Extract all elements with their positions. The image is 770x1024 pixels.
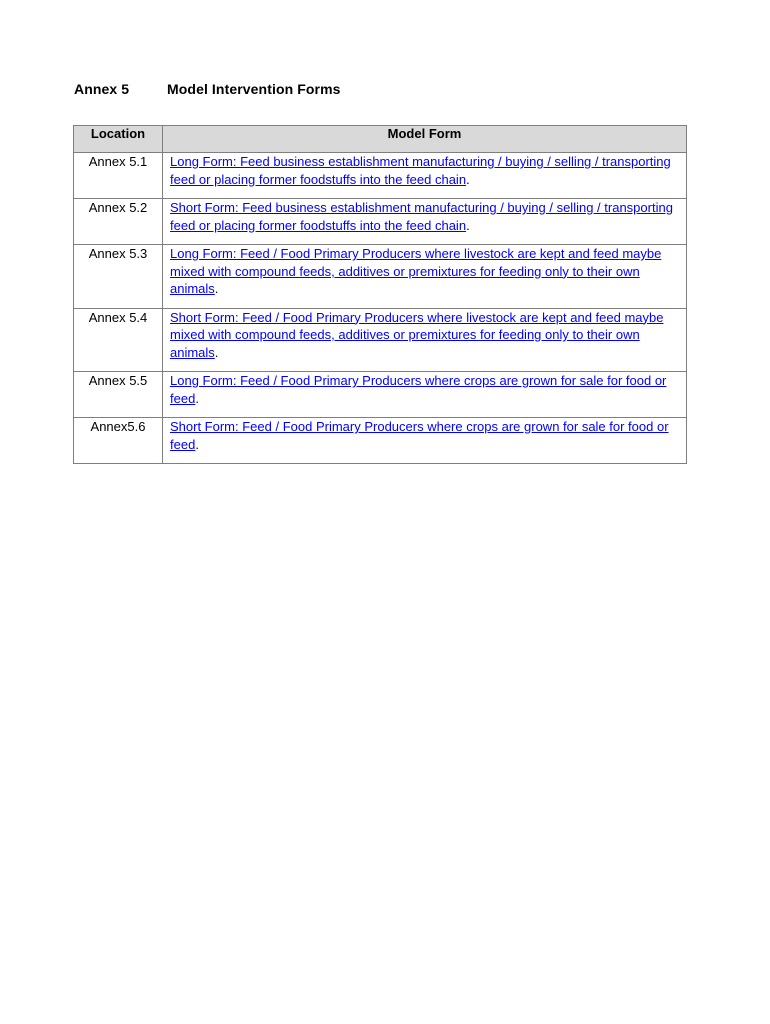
location-cell: Annex 5.5 <box>74 372 163 418</box>
link-suffix: . <box>195 390 199 406</box>
link-suffix: . <box>214 281 219 296</box>
model-forms-table <box>73 125 687 464</box>
model-form-cell <box>163 372 687 418</box>
annex-title: Model Intervention Forms <box>167 81 341 97</box>
model-form-cell <box>163 199 687 245</box>
model-form-column-header: Model Form <box>163 126 687 153</box>
model-form-cell <box>163 308 687 372</box>
table-row <box>74 199 687 245</box>
link-suffix: . <box>195 436 199 452</box>
location-column-header: Location <box>74 126 163 153</box>
model-form-link[interactable]: Short Form: Feed / Food Primary Producers where livestock are kept and feed maybe mixed with compound feeds, additives or premixtures for feeding only to their own animals <box>170 309 664 360</box>
model-form-cell <box>163 418 687 464</box>
location-cell: Annex 5.1 <box>74 153 163 199</box>
annex-number: Annex 5 <box>74 81 130 97</box>
location-cell: Annex5.6 <box>74 418 163 464</box>
annex-heading <box>74 81 341 97</box>
model-form-link[interactable]: Long Form: Feed business establishment manufacturing / buying / selling / transporting feed or placing former foodstuffs into the feed chain <box>170 154 671 187</box>
location-cell: Annex 5.2 <box>74 199 163 245</box>
location-cell: Annex 5.3 <box>74 245 163 309</box>
model-form-link[interactable]: Long Form: Feed / Food Primary Producers where crops are grown for sale for food or feed <box>170 373 667 406</box>
model-form-cell <box>163 153 687 199</box>
model-form-link[interactable]: Short Form: Feed / Food Primary Producers where crops are grown for sale for food or feed <box>170 419 669 452</box>
table-header-row <box>74 126 687 153</box>
model-form-link[interactable]: Long Form: Feed / Food Primary Producers where livestock are kept and feed maybe mixed with compound feeds, additives or premixtures for feeding only to their own animals <box>170 246 662 296</box>
table-row <box>74 418 687 464</box>
link-suffix: . <box>214 344 219 360</box>
table-row <box>74 153 687 199</box>
table-row <box>74 308 687 372</box>
link-suffix: . <box>466 171 470 187</box>
table-row <box>74 245 687 309</box>
link-suffix: . <box>466 217 470 233</box>
location-cell: Annex 5.4 <box>74 308 163 372</box>
model-form-link[interactable]: Short Form: Feed business establishment manufacturing / buying / selling / transporting feed or placing former foodstuffs into the feed chain <box>170 200 673 233</box>
model-form-cell <box>163 245 687 309</box>
table-row <box>74 372 687 418</box>
